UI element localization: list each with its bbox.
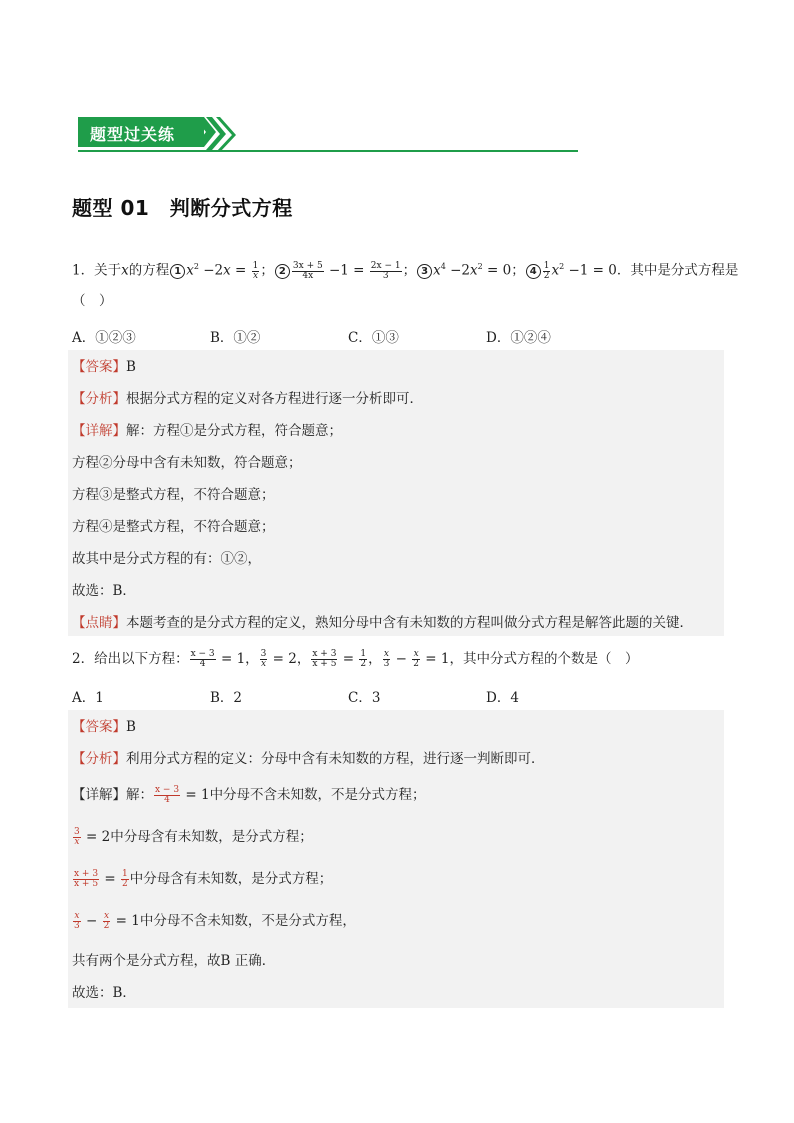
q1-detail-2: 方程②分母中含有未知数，符合题意； [72,455,302,471]
circled-1-icon: 1 [170,264,185,279]
q1-analysis [72,390,423,408]
q1-stem-prefix: 1．关于 [72,262,122,279]
solution-tag: 【答案】 [72,359,126,375]
circled-3-icon: 3 [417,264,432,279]
q2-detail-4: $\frac{x}{3}$ − $\frac{x}{2}$ = 1中分母不含未知数，不是分式方程， [74,911,356,931]
solution-text: 根据分式方程的定义对各方程进行逐一分析即可． [126,391,423,407]
q2-option-d: D．4 [486,690,519,706]
q1-option-a: A．①②③ [72,330,136,346]
q1-option-c: C．①③ [348,330,399,346]
q2-stem: 2．给出以下方程： $\frac{x - 3}{4}$ = 1， $\frac{3}{x}$ = 2， $\frac{x + 3}{x + 5}$ = $\frac{1}{2}$ ， $\frac{x}{3}$ − $\frac{x}{2}$ = 1，其中分式方程的个数是（ ） [72,649,639,669]
q2-detail-3-tail: 中分母含有未知数，是分式方程； [129,871,333,887]
q2-conclusion: 共有两个是分式方程，故B 正确． [72,953,276,969]
q1-comment [72,614,693,632]
q2-option-a: A．1 [72,690,104,706]
solution-tag: 【分析】 [72,751,126,767]
solution-text: 利用分式方程的定义：分母中含有未知数的方程，进行逐一判断即可． [126,751,545,767]
q1-stem: 1．关于x的方程 1 $x^2 -2x$ = $\frac{1}{x}$ ； 2 $\frac{3x + 5}{4x}$ −1 = $\frac{2x - 1}{3}$ ； 3 $x^4 -2x^2 = 0$； 4 $\frac{1}{2}$ $x^2 -1 = 0$．其中是分式方程是 [72,260,739,281]
q1-detail-4: 方程④是整式方程，不符合题意； [72,519,275,535]
q1-detail-5: 故其中是分式方程的有：①②， [72,551,261,567]
q1-detail-3: 方程③是整式方程，不符合题意； [72,487,275,503]
q2-detail-3: $\frac{x + 3}{x + 5}$ = $\frac{1}{2}$ 中分母含有未知数，是分式方程； [74,869,333,889]
q2-detail-1: 【详解】解： $\frac{x - 3}{4}$ = 1中分母不含未知数，不是分式方程； [72,785,426,805]
q2-analysis [72,750,545,768]
q1-stem-mid: 的方程 [128,262,170,279]
q1-stem-suffix: ．其中是分式方程是 [616,262,739,279]
banner-label: 题型过关练 [90,125,176,144]
q2-stem-suffix: ，其中分式方程的个数是（ ） [449,651,639,667]
q1-option-b: B．①② [210,330,261,346]
solution-tag: 【分析】 [72,391,126,407]
q2-option-b: B．2 [210,690,243,706]
q1-detail-1 [72,422,342,440]
q1-paren: （ ） [72,293,113,309]
q2-answer [72,718,136,736]
section-banner [78,117,578,153]
solution-tag: 【详解】 [72,423,126,439]
banner-stripes-icon [194,117,238,151]
q2-detail-prefix: 【详解】解： [72,787,153,803]
q2-detail-1-tail: 中分母不含未知数，不是分式方程； [209,787,426,803]
circled-4-icon: 4 [526,264,541,279]
q1-stem-var: x [121,262,129,279]
section-title: 题型 01 判断分式方程 [72,196,293,220]
solution-text: B [126,719,136,735]
solution-text: B [126,359,136,375]
banner-underline [78,150,578,152]
solution-tag: 【点睛】 [72,615,126,631]
q1-option-d: D．①②④ [486,330,551,346]
q1-answer [72,358,136,376]
solution-text: 解：方程①是分式方程，符合题意； [126,423,342,439]
solution-text: 本题考查的是分式方程的定义，熟知分母中含有未知数的方程叫做分式方程是解答此题的关键． [126,615,693,631]
q2-stem-prefix: 2．给出以下方程： [72,651,189,667]
q1-detail-6: 故选：B． [72,583,136,599]
q2-detail-2: $\frac{3}{x}$ = 2中分母含有未知数，是分式方程； [74,827,313,847]
q2-choice: 故选：B． [72,985,136,1001]
q2-detail-2-tail: 中分母含有未知数，是分式方程； [110,829,313,845]
circled-2-icon: 2 [275,264,290,279]
solution-tag: 【答案】 [72,719,126,735]
q2-detail-4-tail: 中分母不含未知数，不是分式方程， [139,913,356,929]
q2-option-c: C．3 [348,690,381,706]
